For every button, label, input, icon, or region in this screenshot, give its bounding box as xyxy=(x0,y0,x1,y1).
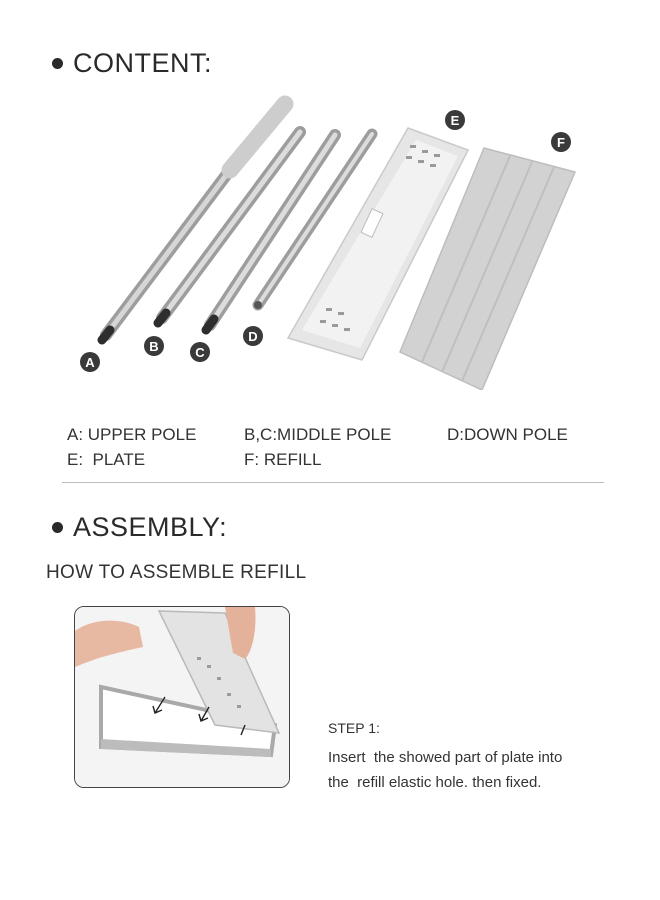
legend-upper-pole: A: UPPER POLE xyxy=(67,425,197,444)
step-title: STEP 1: xyxy=(328,720,380,736)
label-badge-d xyxy=(243,326,263,346)
assembly-subheading: HOW TO ASSEMBLE REFILL xyxy=(46,562,307,583)
step-text-line-1: Insert the showed part of plate into xyxy=(328,749,563,766)
legend-down-pole: D:DOWN POLE xyxy=(447,425,568,444)
label-badge-a xyxy=(80,352,100,372)
section-divider xyxy=(62,482,604,483)
label-badge-f xyxy=(551,132,571,152)
label-badge-b xyxy=(144,336,164,356)
bullet-icon xyxy=(52,58,63,69)
label-badge-c xyxy=(190,342,210,362)
svg-text:B: B xyxy=(149,339,159,354)
label-badge-e xyxy=(445,110,465,130)
svg-text:C: C xyxy=(195,345,205,360)
svg-text:E: E xyxy=(450,113,460,128)
svg-text:A: A xyxy=(85,355,95,370)
step-instructions xyxy=(328,720,562,795)
assembly-heading-text: ASSEMBLY: xyxy=(73,512,228,542)
step-text-line-2: the refill elastic hole. then fixed. xyxy=(328,774,542,791)
svg-text:D: D xyxy=(248,329,258,344)
hands-inserting-plate-image xyxy=(75,607,290,788)
legend-refill: F: REFILL xyxy=(244,450,322,469)
bullet-icon xyxy=(52,522,63,533)
assembly-step-photo xyxy=(74,606,290,788)
mop-parts-illustration xyxy=(70,90,590,390)
legend-middle-pole: B,C:MIDDLE POLE xyxy=(244,425,392,444)
svg-text:F: F xyxy=(557,135,565,150)
assembly-heading xyxy=(52,512,227,543)
content-heading xyxy=(52,48,212,79)
legend-plate: E: PLATE xyxy=(67,450,146,469)
content-heading-text: CONTENT: xyxy=(73,48,212,78)
